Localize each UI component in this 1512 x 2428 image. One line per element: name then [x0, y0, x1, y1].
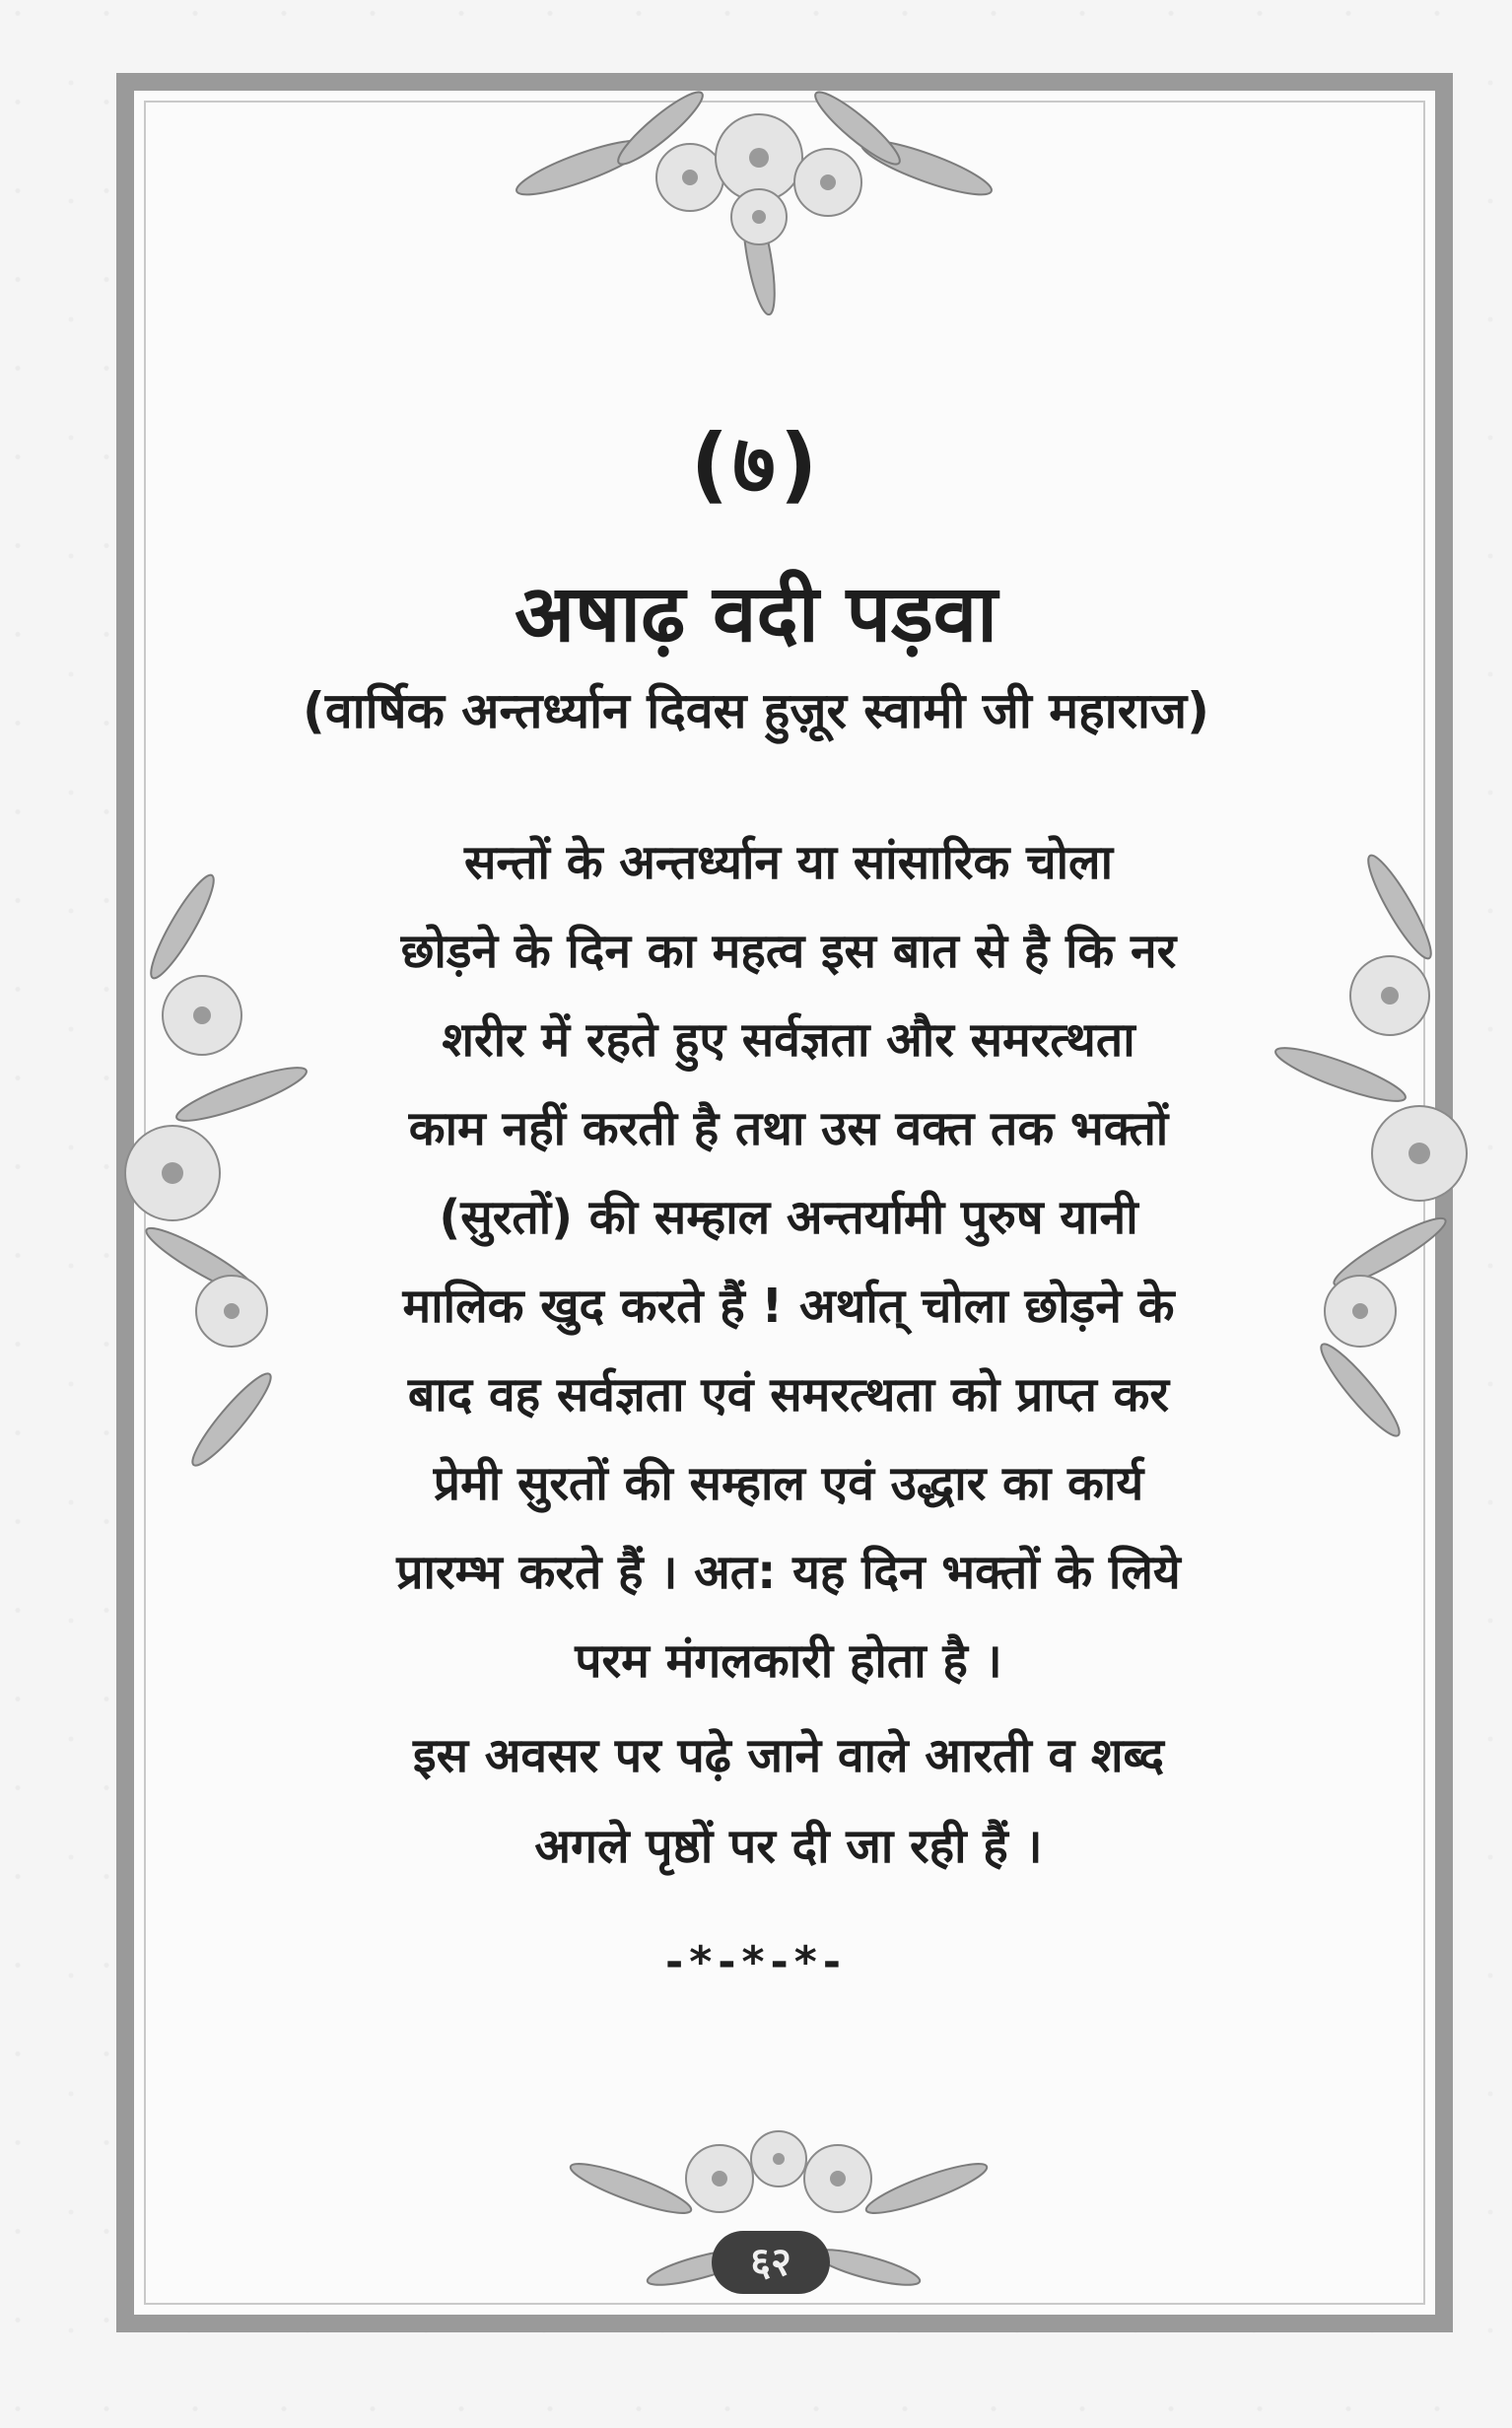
body-line: परम मंगलकारी होता है ।: [575, 1633, 1002, 1689]
body-line: छोड़ने के दिन का महत्व इस बात से है कि नर: [400, 924, 1177, 979]
page-number: ६२: [712, 2231, 830, 2294]
body-line: शरीर में रहते हुए सर्वज्ञता और समरत्थता: [442, 1012, 1135, 1068]
note-paragraph: [315, 1710, 1262, 1892]
right-floral-ornament-icon: [1252, 838, 1498, 1449]
bottom-floral-ornament-icon: [552, 2110, 1005, 2326]
top-floral-ornament-icon: [463, 59, 1055, 315]
page-title: अषाढ़ वदी पड़वा: [515, 568, 997, 659]
chapter-number: (७): [690, 416, 822, 513]
page-subtitle: (वार्षिक अन्तर्ध्यान दिवस हुज़ूर स्वामी जी महाराज): [303, 682, 1209, 739]
body-line: सन्तों के अन्तर्ध्यान या सांसारिक चोला: [463, 835, 1114, 890]
body-paragraph: [315, 818, 1262, 1705]
body-line: बाद वह सर्वज्ञता एवं समरत्थता को प्राप्त कर: [407, 1367, 1170, 1422]
body-line: काम नहीं करती है तथा उस वक्त तक भक्तों: [408, 1101, 1169, 1156]
note-line: इस अवसर पर पढ़े जाने वाले आरती व शब्द: [413, 1728, 1164, 1783]
left-floral-ornament-icon: [94, 848, 340, 1498]
note-line: अगले पृष्ठों पर दी जा रही हैं ।: [534, 1819, 1043, 1874]
section-separator: -*-*-*-: [664, 1937, 848, 1987]
body-line: प्रेमी सुरतों की सम्हाल एवं उद्धार का कार्य: [433, 1456, 1144, 1511]
body-line: प्रारम्भ करते हैं । अत: यह दिन भक्तों के लिये: [396, 1545, 1181, 1600]
body-line: (सुरतों) की सम्हाल अन्तर्यामी पुरुष यानी: [439, 1190, 1138, 1245]
body-line: मालिक खुद करते हैं ! अर्थात् चोला छोड़ने के: [402, 1279, 1175, 1334]
